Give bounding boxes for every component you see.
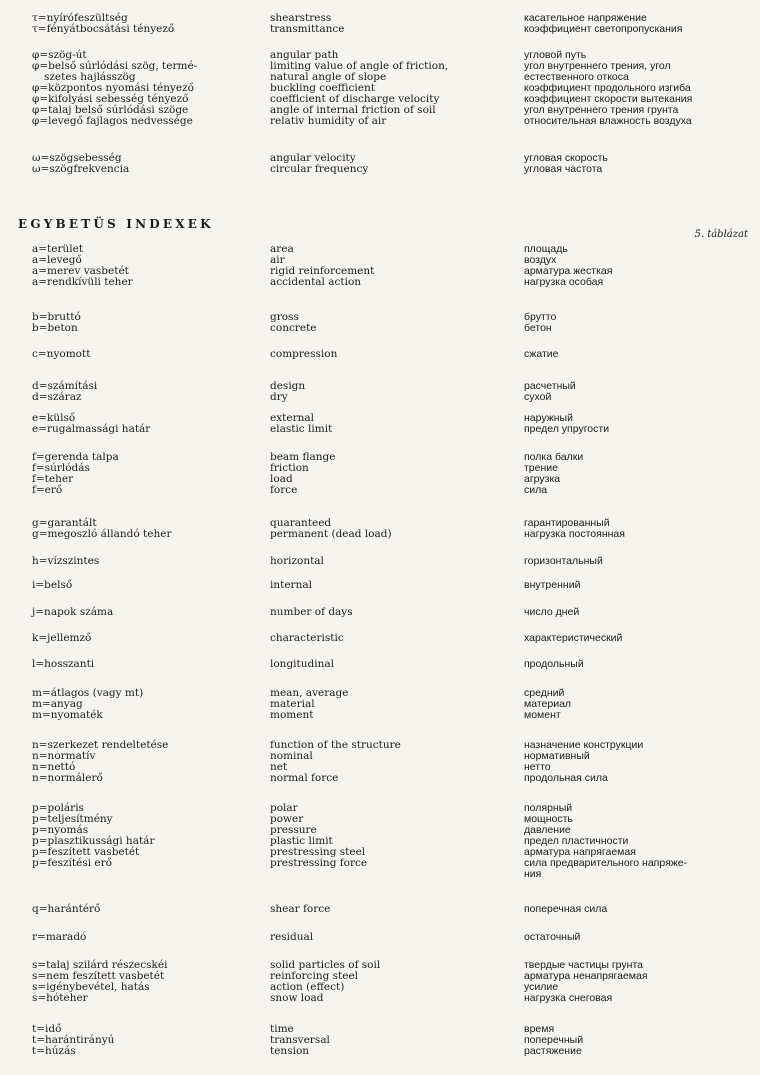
english-term: force xyxy=(270,484,298,496)
english-term: number of days xyxy=(270,606,353,618)
entry-group xyxy=(0,960,760,1004)
hungarian-term: p=poláris xyxy=(32,802,84,814)
english-term: plastic limit xyxy=(270,835,333,847)
english-term: angular velocity xyxy=(270,152,356,164)
russian-term: естественного откоса xyxy=(524,71,629,83)
table-row xyxy=(0,392,760,403)
english-term: prestressing force xyxy=(270,857,368,869)
russian-term: поперечный xyxy=(524,1034,584,1046)
english-term: moment xyxy=(270,709,314,721)
hungarian-term: b=bruttó xyxy=(32,311,81,323)
hungarian-term: k=jellemző xyxy=(32,632,92,644)
english-term: load xyxy=(270,473,293,485)
russian-term: арматура напрягаемая xyxy=(524,846,636,858)
english-term: natural angle of slope xyxy=(270,71,387,83)
hungarian-term: t=harántirányú xyxy=(32,1034,115,1046)
russian-term: внутренний xyxy=(524,579,581,591)
hungarian-term: d=számítási xyxy=(32,380,98,392)
hungarian-term: i=belső xyxy=(32,579,73,591)
table-row xyxy=(0,869,760,880)
hungarian-term: c=nyomott xyxy=(32,348,91,360)
hungarian-term: f=erő xyxy=(32,484,63,496)
hungarian-term: p=feszítési erő xyxy=(32,857,112,869)
russian-term: предел пластичности xyxy=(524,835,629,847)
entry-group xyxy=(0,381,760,403)
hungarian-term: φ=levegő fajlagos nedvessége xyxy=(32,115,193,127)
hungarian-term: φ=belső súrlódási szög, termé- xyxy=(32,60,198,72)
english-term: normal force xyxy=(270,772,339,784)
entry-group xyxy=(0,50,760,127)
russian-term: наружный xyxy=(524,412,573,424)
hungarian-term: ω=szögsebesség xyxy=(32,152,122,164)
russian-term: усилие xyxy=(524,981,559,993)
hungarian-term: szetes hajlásszög xyxy=(44,71,136,83)
table-row xyxy=(0,244,760,255)
entry-group xyxy=(0,349,760,360)
hungarian-term: a=levegő xyxy=(32,254,82,266)
russian-term: воздух xyxy=(524,254,557,266)
entry-group xyxy=(0,659,760,670)
hungarian-term: f=teher xyxy=(32,473,74,485)
russian-term: угловой путь xyxy=(524,49,587,61)
russian-term: характеристический xyxy=(524,632,623,644)
russian-term: материал xyxy=(524,698,572,710)
hungarian-term: j=napok száma xyxy=(32,606,114,618)
entry-group xyxy=(0,518,760,540)
table-row xyxy=(0,463,760,474)
english-term: shear force xyxy=(270,903,331,915)
english-term: beam flange xyxy=(270,451,336,463)
table-row xyxy=(0,556,760,567)
hungarian-term: p=plasztikussági határ xyxy=(32,835,155,847)
english-term: external xyxy=(270,412,314,424)
english-term: net xyxy=(270,761,288,773)
russian-term: давление xyxy=(524,824,571,836)
hungarian-term: a=terület xyxy=(32,243,84,255)
russian-term: продольный xyxy=(524,658,584,670)
russian-term: остаточный xyxy=(524,931,581,943)
hungarian-term: τ=fényátbocsátási tényező xyxy=(32,23,175,35)
russian-term: трение xyxy=(524,462,558,474)
table-row xyxy=(0,993,760,1004)
hungarian-term: a=merev vasbetét xyxy=(32,265,129,277)
english-term: characteristic xyxy=(270,632,344,644)
russian-term: поперечная сила xyxy=(524,903,608,915)
entry-group xyxy=(0,607,760,618)
english-term: angular path xyxy=(270,49,339,61)
english-term: design xyxy=(270,380,306,392)
hungarian-term: m=anyag xyxy=(32,698,83,710)
entry-group xyxy=(0,413,760,435)
russian-term: полярный xyxy=(524,802,573,814)
hungarian-term: m=átlagos (vagy mt) xyxy=(32,687,144,699)
english-term: function of the structure xyxy=(270,739,401,751)
russian-term: нагрузка снеговая xyxy=(524,992,613,1004)
hungarian-term: p=teljesítmény xyxy=(32,813,113,825)
russian-term: касательное напряжение xyxy=(524,12,647,24)
english-term: limiting value of angle of friction, xyxy=(270,60,449,72)
english-term: transversal xyxy=(270,1034,330,1046)
hungarian-term: b=beton xyxy=(32,322,78,334)
hungarian-term: n=normálerő xyxy=(32,772,103,784)
english-term: relativ humidity of air xyxy=(270,115,387,127)
russian-term: средний xyxy=(524,687,565,699)
table-row xyxy=(0,710,760,721)
english-term: time xyxy=(270,1023,294,1035)
hungarian-term: n=szerkezet rendeltetése xyxy=(32,739,169,751)
english-term: transmittance xyxy=(270,23,345,35)
russian-term: нагрузка постоянная xyxy=(524,528,625,540)
english-term: accidental action xyxy=(270,276,362,288)
russian-term: мощность xyxy=(524,813,573,825)
entry-group xyxy=(0,244,760,288)
english-term: area xyxy=(270,243,294,255)
russian-term: коэффициент продольного изгиба xyxy=(524,82,691,94)
english-term: nominal xyxy=(270,750,313,762)
english-term: concrete xyxy=(270,322,317,334)
table-row xyxy=(0,773,760,784)
russian-term: расчетный xyxy=(524,380,576,392)
table-row xyxy=(0,381,760,392)
hungarian-term: p=feszített vasbetét xyxy=(32,846,140,858)
table-row xyxy=(0,932,760,943)
table-reference: 5. táblázat xyxy=(694,229,748,240)
english-term: rigid reinforcement xyxy=(270,265,375,277)
hungarian-term: ω=szögfrekvencia xyxy=(32,163,130,175)
english-term: mean, average xyxy=(270,687,349,699)
russian-term: предел упругости xyxy=(524,423,610,435)
hungarian-term: g=garantált xyxy=(32,517,97,529)
entry-group xyxy=(0,13,760,35)
hungarian-term: τ=nyírófeszültség xyxy=(32,12,128,24)
hungarian-term: s=igénybevétel, hatás xyxy=(32,981,150,993)
hungarian-term: t=idő xyxy=(32,1023,62,1035)
hungarian-term: g=megoszló állandó teher xyxy=(32,528,172,540)
hungarian-term: φ=szög-út xyxy=(32,49,87,61)
russian-term: коэффициент скорости вытекания xyxy=(524,93,693,105)
hungarian-term: e=külső xyxy=(32,412,76,424)
english-term: friction xyxy=(270,462,309,474)
russian-term: арматура жесткая xyxy=(524,265,613,277)
table-row xyxy=(0,982,760,993)
table-row xyxy=(0,659,760,670)
hungarian-term: n=normatív xyxy=(32,750,96,762)
russian-term: нагрузка особая xyxy=(524,276,604,288)
table-row xyxy=(0,1035,760,1046)
russian-term: угол внутреннего трения, угол xyxy=(524,60,671,72)
russian-term: относительная влажность воздуха xyxy=(524,115,692,127)
english-term: internal xyxy=(270,579,312,591)
hungarian-term: d=száraz xyxy=(32,391,82,403)
table-row xyxy=(0,24,760,35)
english-term: polar xyxy=(270,802,298,814)
russian-term: момент xyxy=(524,709,561,721)
table-row xyxy=(0,633,760,644)
russian-term: горизонтальный xyxy=(524,555,603,567)
table-row xyxy=(0,740,760,751)
english-term: reinforcing steel xyxy=(270,970,359,982)
english-term: circular frequency xyxy=(270,163,369,175)
english-term: power xyxy=(270,813,304,825)
russian-term: площадь xyxy=(524,243,568,255)
table-row xyxy=(0,762,760,773)
hungarian-term: f=súrlódás xyxy=(32,462,90,474)
entry-group xyxy=(0,153,760,175)
russian-term: растяжение xyxy=(524,1045,582,1057)
hungarian-term: h=vízszintes xyxy=(32,555,100,567)
table-row xyxy=(0,277,760,288)
hungarian-term: s=hóteher xyxy=(32,992,88,1004)
hungarian-term: m=nyomaték xyxy=(32,709,103,721)
table-row xyxy=(0,1024,760,1035)
english-term: tension xyxy=(270,1045,310,1057)
english-term: longitudinal xyxy=(270,658,334,670)
table-row xyxy=(0,164,760,175)
table-row xyxy=(0,580,760,591)
russian-term: угловая скорость xyxy=(524,152,608,164)
table-row xyxy=(0,452,760,463)
table-row xyxy=(0,312,760,323)
table-row xyxy=(0,485,760,496)
english-term: residual xyxy=(270,931,314,943)
section-heading: EGYBETÜS INDEXEK xyxy=(18,217,214,231)
table-row xyxy=(0,814,760,825)
english-term: coefficient of discharge velocity xyxy=(270,93,440,105)
russian-term: сжатие xyxy=(524,348,559,360)
russian-term: гарантированный xyxy=(524,517,610,529)
hungarian-term: φ=talaj belső súrlódási szöge xyxy=(32,104,189,116)
english-term: air xyxy=(270,254,285,266)
entry-group xyxy=(0,633,760,644)
table-row xyxy=(0,1046,760,1057)
russian-term: нетто xyxy=(524,761,551,773)
russian-term: сухой xyxy=(524,391,552,403)
hungarian-term: φ=kifolyási sebesség tényező xyxy=(32,93,189,105)
english-term: snow load xyxy=(270,992,324,1004)
russian-term: коэффициент светопропускания xyxy=(524,23,683,35)
entry-group xyxy=(0,556,760,567)
hungarian-term: l=hosszanti xyxy=(32,658,95,670)
table-row xyxy=(0,424,760,435)
russian-term: бетон xyxy=(524,322,552,334)
english-term: solid particles of soil xyxy=(270,959,381,971)
russian-term: время xyxy=(524,1023,555,1035)
table-row xyxy=(0,529,760,540)
russian-term: продольная сила xyxy=(524,772,608,784)
hungarian-term: s=nem feszített vasbetét xyxy=(32,970,165,982)
entry-group xyxy=(0,803,760,880)
table-row xyxy=(0,607,760,618)
entry-group xyxy=(0,740,760,784)
english-term: gross xyxy=(270,311,299,323)
english-term: pressure xyxy=(270,824,317,836)
table-row xyxy=(0,904,760,915)
entry-group xyxy=(0,904,760,915)
table-row xyxy=(0,751,760,762)
table-row xyxy=(0,858,760,869)
russian-term: твердые частицы грунта xyxy=(524,959,643,971)
hungarian-term: t=húzás xyxy=(32,1045,76,1057)
hungarian-term: n=nettó xyxy=(32,761,76,773)
english-term: material xyxy=(270,698,315,710)
russian-term: полка балки xyxy=(524,451,584,463)
english-term: elastic limit xyxy=(270,423,333,435)
russian-term: сила xyxy=(524,484,548,496)
russian-term: арматура ненапрягаемая xyxy=(524,970,648,982)
english-term: prestressing steel xyxy=(270,846,366,858)
table-row xyxy=(0,323,760,334)
russian-term: число дней xyxy=(524,606,580,618)
entry-group xyxy=(0,688,760,721)
english-term: action (effect) xyxy=(270,981,345,993)
hungarian-term: f=gerenda talpa xyxy=(32,451,119,463)
entry-group xyxy=(0,580,760,591)
table-row xyxy=(0,688,760,699)
hungarian-term: p=nyomás xyxy=(32,824,89,836)
english-term: buckling coefficient xyxy=(270,82,375,94)
entry-group xyxy=(0,312,760,334)
russian-term: угловая частота xyxy=(524,163,603,175)
russian-term: ния xyxy=(524,868,542,880)
entry-group xyxy=(0,452,760,496)
hungarian-term: e=rugalmassági határ xyxy=(32,423,151,435)
english-term: angle of internal friction of soil xyxy=(270,104,436,116)
hungarian-term: q=harántérő xyxy=(32,903,101,915)
hungarian-term: s=talaj szilárd részecskéi xyxy=(32,959,168,971)
entry-group xyxy=(0,1024,760,1057)
english-term: quaranteed xyxy=(270,517,332,529)
table-row xyxy=(0,474,760,485)
table-row xyxy=(0,699,760,710)
russian-term: сила предварительного напряже- xyxy=(524,857,688,869)
english-term: permanent (dead load) xyxy=(270,528,392,540)
russian-term: агрузка xyxy=(524,473,561,485)
table-row xyxy=(0,803,760,814)
table-row xyxy=(0,349,760,360)
english-term: dry xyxy=(270,391,288,403)
russian-term: назначение конструкции xyxy=(524,739,644,751)
russian-term: угол внутреннего трения грунта xyxy=(524,104,679,116)
russian-term: брутто xyxy=(524,311,557,323)
english-term: horizontal xyxy=(270,555,324,567)
hungarian-term: r=maradó xyxy=(32,931,87,943)
russian-term: нормативный xyxy=(524,750,590,762)
hungarian-term: a=rendkívüli teher xyxy=(32,276,133,288)
english-term: compression xyxy=(270,348,338,360)
hungarian-term: φ=központos nyomási tényező xyxy=(32,82,194,94)
english-term: shearstress xyxy=(270,12,332,24)
table-row xyxy=(0,116,760,127)
entry-group xyxy=(0,932,760,943)
